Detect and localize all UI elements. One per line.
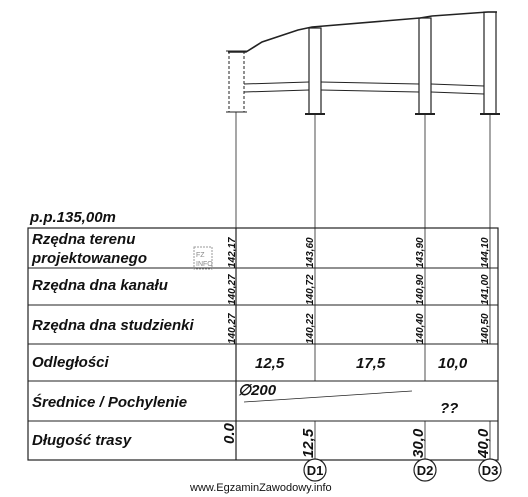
pipe-diameter: ∅200 <box>238 382 277 399</box>
well-d2 <box>415 18 435 114</box>
terrain-2: 143,90 <box>415 237 426 268</box>
row-label-length: Długość trasy <box>32 432 132 449</box>
distance-2: 17,5 <box>356 355 386 372</box>
fz-logo <box>194 247 213 269</box>
distance-1: 12,5 <box>255 355 285 372</box>
length-3: 40,0 <box>475 428 492 458</box>
slope-unknown: ?? <box>440 400 459 417</box>
terrain-1: 143,60 <box>305 237 316 268</box>
well-1: 140,22 <box>305 313 316 344</box>
well-marker-d2 <box>414 459 436 481</box>
row-label-diameter: Średnice / Pochylenie <box>32 394 188 411</box>
well-label-d1: D1 <box>306 463 324 478</box>
svg-text:INFO: INFO <box>196 261 213 268</box>
distance-3: 10,0 <box>438 355 468 372</box>
terrain-3: 144,10 <box>480 237 491 268</box>
row-label-terrain-2: projektowanego <box>32 250 148 267</box>
canal-0: 140,27 <box>227 274 238 305</box>
length-2: 30,0 <box>410 428 427 458</box>
start-well <box>226 51 247 112</box>
well-label-d3: D3 <box>481 463 499 478</box>
well-3: 140,50 <box>480 313 491 344</box>
well-d3 <box>480 12 500 114</box>
well-marker-d1 <box>304 459 326 481</box>
terrain-line <box>228 12 497 52</box>
well-label-d2: D2 <box>416 463 434 478</box>
sewer-pipe <box>244 82 484 94</box>
row-label-well: Rzędna dna studzienki <box>32 317 194 334</box>
canal-1: 140,72 <box>305 274 316 305</box>
length-0: 0.0 <box>221 423 238 444</box>
length-1: 12,5 <box>300 428 317 458</box>
station-lines <box>236 112 490 228</box>
well-d1 <box>305 28 325 114</box>
well-0: 140,27 <box>227 313 238 344</box>
watermark: www.EgzaminZawodowy.info <box>190 482 332 494</box>
well-marker-d3 <box>479 459 501 481</box>
svg-text:FZ: FZ <box>196 252 205 259</box>
terrain-0: 142,17 <box>227 237 238 268</box>
row-label-distance: Odległości <box>32 354 109 371</box>
datum-label: p.p.135,00m <box>30 209 116 226</box>
canal-3: 141,00 <box>480 274 491 305</box>
well-2: 140,40 <box>415 313 426 344</box>
row-label-terrain-1: Rzędna terenu <box>32 231 136 248</box>
canal-2: 140,90 <box>415 274 426 305</box>
row-label-canal: Rzędna dna kanału <box>32 277 168 294</box>
